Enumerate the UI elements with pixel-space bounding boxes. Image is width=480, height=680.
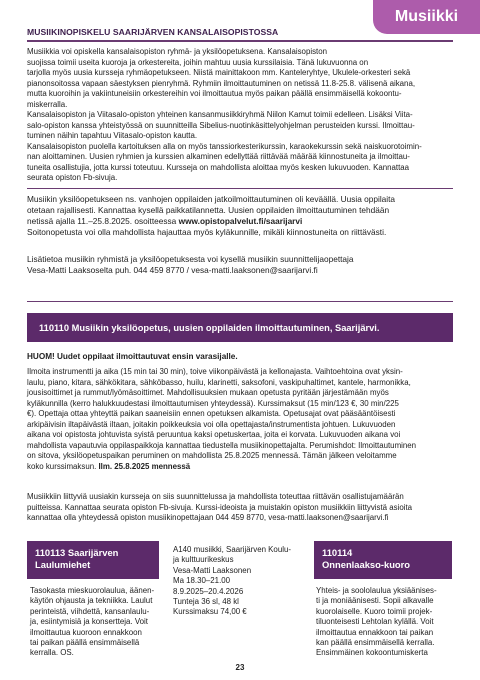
course-left-description <box>30 586 154 659</box>
notice-line: aikana voi opistosta johtuvista syistä peruuntua kaksi opetuskertaa, joita ei korvata. Lukuvuoden aikana voi <box>27 430 401 439</box>
page-number: 23 <box>235 663 245 672</box>
intro-line: Kansalaisopiston ja Viitasalo-opiston yhteinen kansanmusiikkiryhmä Niilon Kamut toimii edelleen. Lisäksi Viita- <box>27 110 413 119</box>
course-detail-line: Kurssimaksu 74,00 € <box>173 607 247 617</box>
course-details <box>173 545 291 618</box>
intro-line: pianonsoitossa vapaan säestyksen pienryhmä. Ryhmiin ilmoittautuminen on netissä 11.8-25.8. välisenä aikana, <box>27 78 416 88</box>
course-header-left <box>27 541 159 579</box>
contact-line: Vesa-Matti Laaksoselta puh. 044 459 8770 / vesa-matti.laaksonen@saarijarvi.fi <box>27 265 318 275</box>
intro-line: tarjolla myös uusia kursseja ryhmäopetukseen. Niistä mainittakoon mm. Kanteleryhtye, Ukulele-orkesteri sekä <box>27 68 411 77</box>
contact-line: Lisätietoa musiikin ryhmistä ja yksilöopetuksesta voi kysellä musiikin suunnittelijaopettaja <box>27 254 354 264</box>
notice-line: jousisoittimet ja rummut/lyömäsoittimet. Mahdollisuuksien mukaan opetusta pyritään järjestämään myös <box>27 388 389 397</box>
notice-line: laulu, piano, kitara, sähkökitara, sähköbasso, huilu, klarinetti, saksofoni, vaskipuhaltimet, kantele, harmonikka, <box>27 377 411 387</box>
notice-line: Ilmoita instrumentti ja aika (15 min tai 30 min), toive viikonpäivästä ja kellonajasta. Vaihtoehtoina ovat yksin- <box>27 367 403 376</box>
title-divider <box>27 40 453 42</box>
registration-link[interactable]: www.opistopalvelut.fi/saarijarvi <box>178 216 303 226</box>
course-detail-line: 8.9.2025–20.4.2026 <box>173 586 244 596</box>
intro-line: Musiikkia voi opiskella kansalaisopiston ryhmä- ja yksilöopetuksena. Kansalaisopiston <box>27 47 327 56</box>
course-detail-line: Tunteja 36 sl, 48 kl <box>173 597 239 607</box>
notice-line: arkipäivisin iltapäivästä iltaan, joitakin poikkeuksia voi olla opettajasta/instrumentista johtuen. Lukuvuoden <box>27 419 396 429</box>
course-left-line: kerralla. OS. <box>30 648 74 658</box>
extra-line: Musiikkiin liittyviä uusiakin kursseja on siis suunnittelussa ja mahdollista toteuttaa riittävän osallistujamäärän <box>27 492 404 501</box>
intro-line: nan aloittaminen. Uusien ryhmien ja kurssien alkaminen edellyttää riittävää määrää kiinnostuneita ja ilmoittau- <box>27 152 410 161</box>
notice-paragraph <box>27 367 455 472</box>
course-header-line: 110113 Saarijärven <box>35 547 119 558</box>
course-banner <box>27 313 453 342</box>
course-detail-line: Ma 18.30–21.00 <box>173 576 231 586</box>
individual-line-text: netissä ajalla 11.–25.8.2025. osoitteessa <box>27 216 179 226</box>
intro-line: Kansalaisopiston puolella kartoituksen alla on myös tanssiorkesterikurssin, karaokekurssin sekä naiskuorotoimin- <box>27 141 422 151</box>
notice-line <box>27 462 455 473</box>
notice-line: €). Opettaja ottaa yhteyttä paikan saaneisiin ennen opetuksen alkamista. Opetusajat ovat pääsääntöisesti <box>27 409 396 418</box>
notice-line: on sitova, yksilöopetuspaikan peruminen on mahdollista 25.8.2025 mennessä. Tämän jälkeen veloitamme <box>27 451 397 460</box>
course-right-line: Ensimmäinen kokoontumiskerta <box>316 648 428 658</box>
course-left-line: tai paikan päällä ensimmäisellä <box>30 638 140 648</box>
course-left-line: perinteistä, viihdettä, kansanlaulu- <box>30 606 150 616</box>
page-title: MUSIIKINOPISKELU SAARIJÄRVEN KANSALAISOPISTOSSA <box>27 27 279 37</box>
course-right-line: kan päällä ensimmäisellä kerralla. <box>316 638 435 648</box>
extra-line: kannattaa olla yhteydessä opiston musiikinopettajaan 044 459 8770, vesa-matti.laaksonen@saarijarvi.fi <box>27 513 389 522</box>
section-tab <box>373 0 480 34</box>
course-left-line: ja, esiintymisiä ja konsertteja. Voit <box>30 617 148 627</box>
intro-line: tuneita osallistujia, jotta kurssi toteutuu. Kursseja on mahdollista aloittaa myös kesken lukuvuoden. Kannattaa <box>27 162 410 172</box>
individual-line: Soitonopetusta voi olla mahdollista hajauttaa myös kyläkunnille, mikäli kiinnostuneita on riittävästi. <box>27 227 387 237</box>
course-right-description <box>316 586 437 659</box>
course-header-right <box>314 541 452 579</box>
notice-heading: HUOM! Uudet oppilaat ilmoittautuvat ensin varasijalle. <box>27 352 238 361</box>
course-header-line: 110114 <box>322 547 353 558</box>
contact-paragraph <box>27 254 455 276</box>
course-right-line: kuorolaiselle. Kuoro toimii projek- <box>316 606 433 616</box>
extra-paragraph <box>27 492 455 524</box>
course-detail-line: ja kulttuurikeskus <box>173 555 234 565</box>
course-detail-line: A140 musiikki, Saarijärven Koulu- <box>173 545 291 554</box>
intro-line: tuminen näihin tapahtuu Viitasalo-opiston kautta. <box>27 131 198 140</box>
course-right-line: ilmoittautua ennakkoon tai paikan <box>316 627 434 637</box>
course-left-line: käytön ohjausta ja tekniikka. Laulut <box>30 596 153 606</box>
intro-line: seurata opiston Fb-sivuja. <box>27 173 118 182</box>
course-left-line: Tasokasta mieskuorolaulua, äänen- <box>30 586 155 595</box>
intro-line: salo-opiston kanssa yhteistyössä on suunnitteilla Sibelius-nuotinkäsittelyohjelman perusteiden kurssi. Ilmoittau- <box>27 120 415 130</box>
notice-line-text: koko kurssimaksun. <box>27 461 99 471</box>
course-right-line: Yhteis- ja soololaulua yksiäänises- <box>316 586 437 595</box>
individual-line <box>27 216 455 227</box>
course-banner-title: 110110 Musiikin yksilöopetus, uusien oppilaiden ilmoittautuminen, Saarijärvi. <box>39 322 380 333</box>
course-left-line: ilmoittautua kuoroon ennakkoon <box>30 627 142 637</box>
course-detail-line: Vesa-Matti Laaksonen <box>173 565 252 575</box>
course-right-line: ti ja moniäänisesti. Sopii alkavalle <box>316 596 434 606</box>
course-header-line: Laulumiehet <box>35 559 91 570</box>
deadline-text: Ilm. 25.8.2025 mennessä <box>98 461 191 471</box>
notice-line: kyläkunnilla (kerro halukkuudestasi ilmoittautumisen yhteydessä). Kurssimaksut (15 min/123 €, 30 min/225 <box>27 398 399 408</box>
intro-line: mutta kuoroihin ja vakiintuneisiin orkestereihin voi ilmoittautua myös paikan päällä ensimmäisellä kokoontu- <box>27 89 402 98</box>
notice-line: mahdollista vapautuvia oppilaspaikkoja kannattaa tiedustella musiikinopettajalta. Perumishdot: Ilmoittautuminen <box>27 440 417 450</box>
course-right-line: tiluonteisesti Lehtolan kylällä. Voit <box>316 617 434 627</box>
section-tab-label: Musiikki <box>394 8 459 25</box>
individual-line: otetaan rajallisesti. Kannattaa kysellä paikkatilannetta. Uusien oppilaiden ilmoittautuminen tehdään <box>27 205 390 215</box>
course-header-line: Onnenlaakso-kuoro <box>322 559 411 570</box>
intro-line: miskerralla. <box>27 99 68 109</box>
intro-line: suojissa toimii useita kuoroja ja orkestereita, joihin mahtuu uusia kurssilaisia. Tänä lukuvuonna on <box>27 57 369 67</box>
section-divider <box>27 188 453 189</box>
intro-paragraph <box>27 47 455 184</box>
extra-line: puitteissa. Kannattaa seurata opiston Fb-sivuja. Kurssi-ideoista ja muistakin opiston musiikkiin liittyvistä asioita <box>27 502 413 512</box>
individual-line: Musiikin yksilöopetukseen ns. vanhojen oppilaiden jatkoilmoittautuminen oli keväällä. Uusia oppilaita <box>27 194 396 204</box>
individual-paragraph <box>27 194 455 238</box>
section-divider <box>27 301 453 302</box>
